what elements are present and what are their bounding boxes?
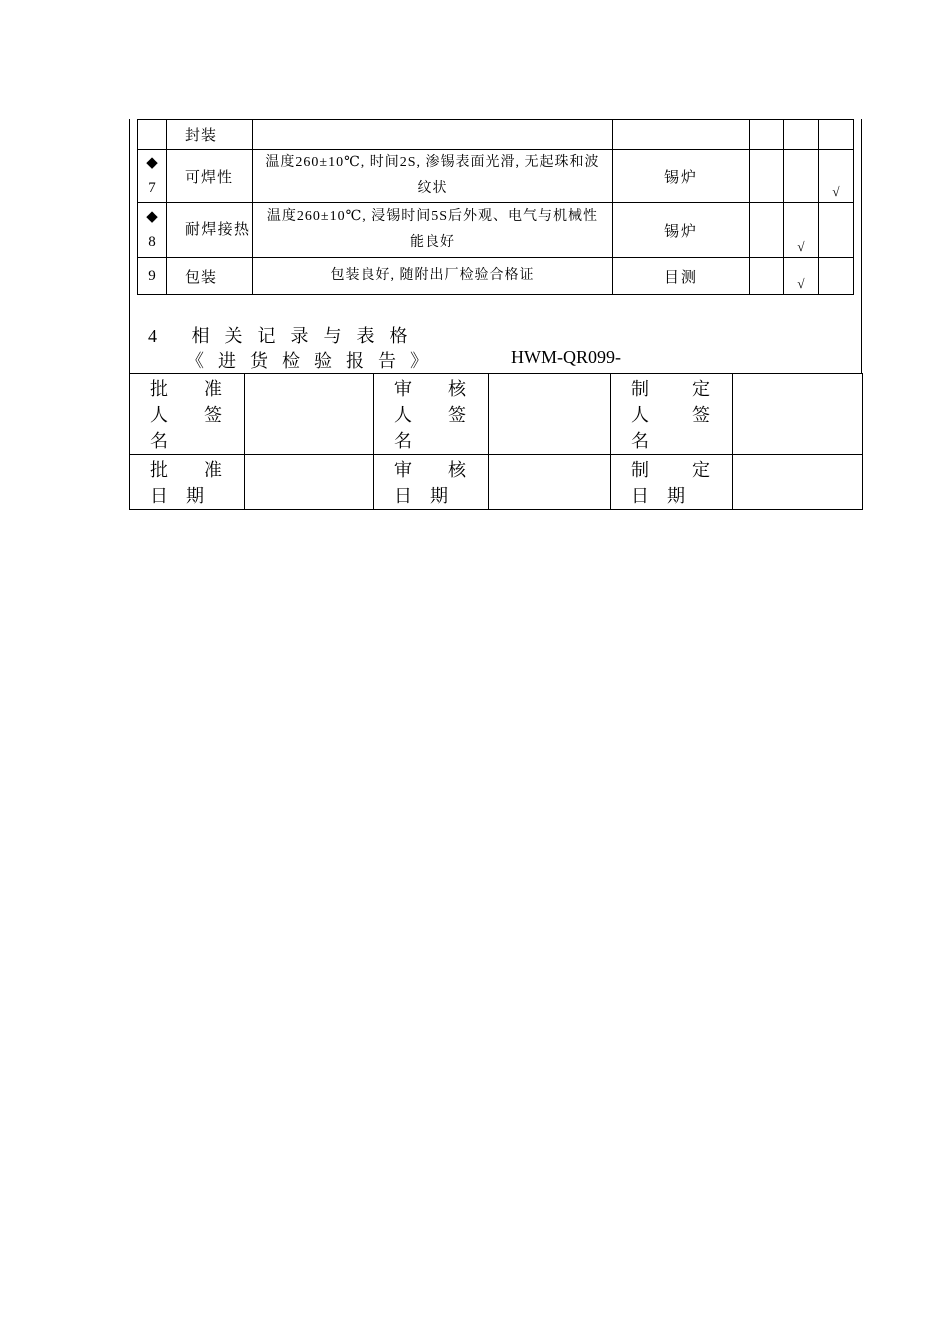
approve-date-label: 批准 日期 (130, 455, 245, 510)
page-frame-left-border (129, 119, 130, 374)
item-name: 包装 (167, 258, 253, 295)
row-number-value: 8 (148, 234, 156, 250)
check-mark: √ (784, 258, 819, 295)
standard-text: 温度260±10℃, 时间2S, 渗锡表面光滑, 无起珠和波纹状 (253, 150, 613, 203)
item-name: 封装 (167, 120, 253, 150)
table-row (138, 120, 854, 150)
inspection-table (137, 119, 854, 295)
row-number (138, 120, 167, 150)
signature-table (129, 373, 863, 510)
table-row (138, 203, 854, 258)
check-cell (819, 203, 854, 258)
check-cell (750, 150, 784, 203)
inspection-tool (613, 120, 750, 150)
check-cell (750, 120, 784, 150)
diamond-icon: ◆ (146, 155, 158, 171)
approver-signature-label: 批准 人签 名 (130, 374, 245, 455)
table-row (138, 150, 854, 203)
row-number: 9 (138, 258, 167, 295)
signature-row (130, 374, 863, 455)
diamond-icon: ◆ (146, 209, 158, 225)
section-heading: 4 相关记录与表格 (148, 326, 423, 346)
date-row (130, 455, 863, 510)
approver-signature-field[interactable] (245, 374, 374, 455)
approve-date-field[interactable] (245, 455, 374, 510)
item-name: 耐焊接热 (167, 203, 253, 258)
item-name: 可焊性 (167, 150, 253, 203)
inspection-tool: 锡炉 (613, 203, 750, 258)
standard-text: 包装良好, 随附出厂检验合格证 (253, 258, 613, 295)
page-frame-right-border (861, 119, 862, 374)
check-cell (819, 120, 854, 150)
check-cell (750, 258, 784, 295)
table-row (138, 258, 854, 295)
row-number (138, 150, 167, 203)
standard-text: 温度260±10℃, 浸锡时间5S后外观、电气与机械性能良好 (253, 203, 613, 258)
record-code: HWM-QR099- (511, 347, 621, 367)
inspection-tool: 目测 (613, 258, 750, 295)
review-date-field[interactable] (489, 455, 611, 510)
check-cell (784, 150, 819, 203)
drafter-signature-label: 制定 人签 名 (611, 374, 733, 455)
review-date-label: 审核 日期 (374, 455, 489, 510)
row-number (138, 203, 167, 258)
row-number-value: 7 (148, 180, 156, 196)
check-mark: √ (784, 203, 819, 258)
record-name: 《进货检验报告》 (186, 351, 442, 371)
check-cell (819, 258, 854, 295)
check-cell (750, 203, 784, 258)
standard-text (253, 120, 613, 150)
check-mark: √ (819, 150, 854, 203)
reviewer-signature-field[interactable] (489, 374, 611, 455)
reviewer-signature-label: 审核 人签 名 (374, 374, 489, 455)
check-cell (784, 120, 819, 150)
inspection-tool: 锡炉 (613, 150, 750, 203)
draft-date-field[interactable] (733, 455, 863, 510)
drafter-signature-field[interactable] (733, 374, 863, 455)
draft-date-label: 制定 日期 (611, 455, 733, 510)
